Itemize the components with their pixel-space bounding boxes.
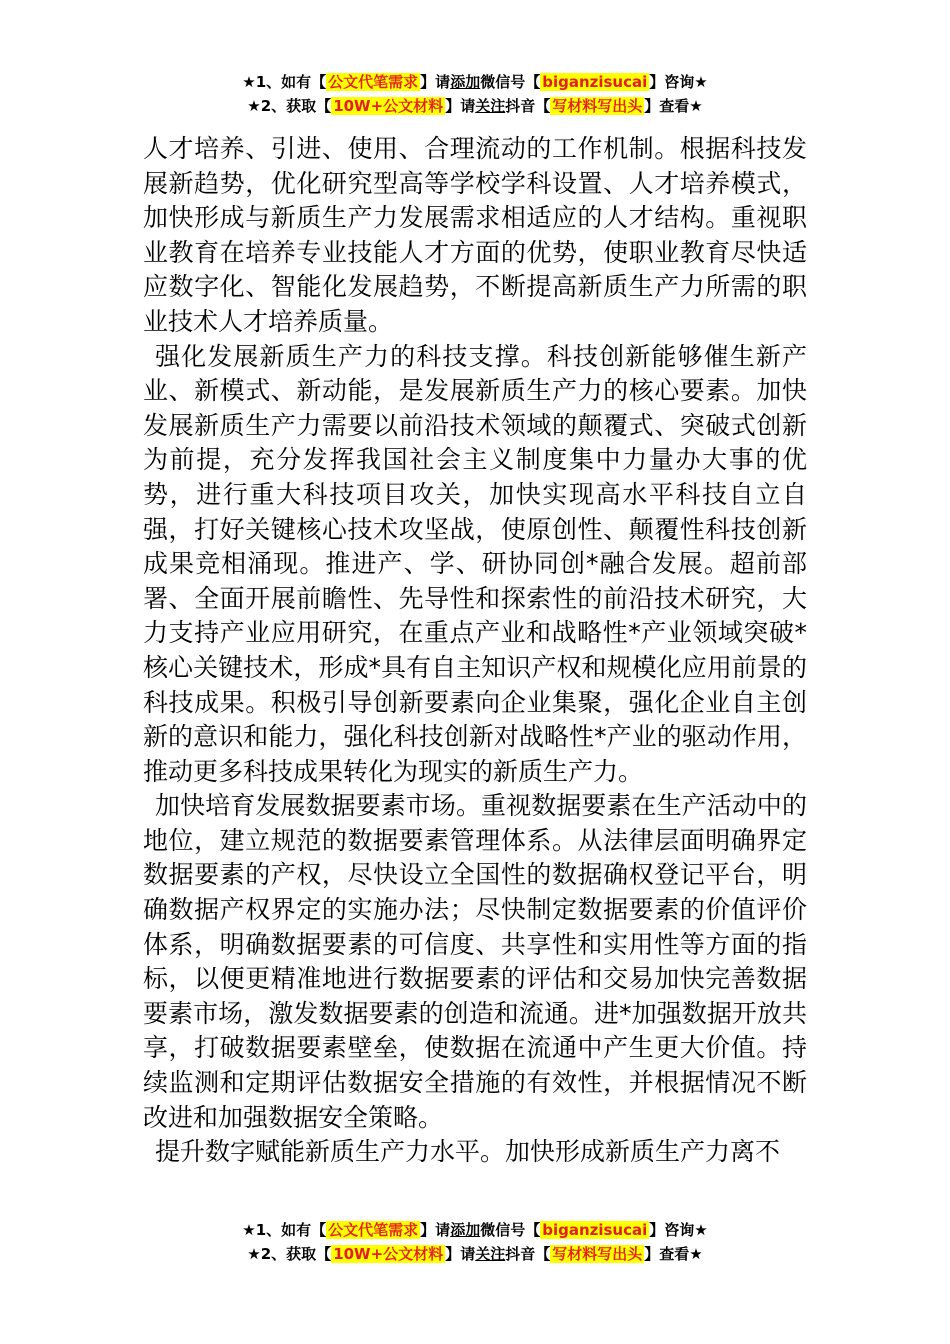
highlight-wechat-id: biganzisucai	[542, 1221, 648, 1239]
paragraph-tech-support: 强化发展新质生产力的科技支撑。科技创新能够催生新产业、新模式、新动能，是发展新质生产力的核心要素。加快发展新质生产力需要以前沿技术领域的颠覆式、突破式创新为前提，充分发挥我国社会主义制度集中力量办大事的优势，进行重大科技项目攻关，加快实现高水平科技自立自强，打好关键核心技术攻坚战，使原创性、颠覆性科技创新成果竞相涌现。推进产、学、研协同创*融合发展。超前部署、全面开展前瞻性、先导性和探索性的前沿技术研究，大力支持产业应用研究，在重点产业和战略性*产业领域突破*核心关键技术，形成*具有自主知识产权和规模化应用前景的科技成果。积极引导创新要素向企业集聚，强化企业自主创新的意识和能力，强化科技创新对战略性*产业的驱动作用，推动更多科技成果转化为现实的新质生产力。	[143, 341, 807, 786]
document-body	[143, 132, 807, 1170]
banner-text: ★1、如有【	[242, 73, 327, 91]
banner-text: 】请	[420, 1221, 451, 1239]
banner-text: 微信号【	[480, 73, 541, 91]
paragraph-talent: 人才培养、引进、使用、合理流动的工作机制。根据科技发展新趋势，优化研究型高等学校学科设置、人才培养模式，加快形成与新质生产力发展需求相适应的人才结构。重视职业教育在培养专业技能人才方面的优势，使职业教育尽快适应数字化、智能化发展趋势，不断提高新质生产力所需的职业技术人才培养质量。	[143, 134, 807, 336]
banner-text: 微信号【	[480, 1221, 541, 1239]
banner-underlined-text: 添加	[450, 1221, 481, 1239]
banner-line-1	[0, 1218, 950, 1242]
banner-underlined-text: 关注	[475, 1245, 506, 1263]
highlight-materials: 10W+公文材料	[333, 1245, 444, 1263]
footer-banner	[0, 1218, 950, 1266]
banner-text: ★2、获取【	[247, 1245, 332, 1263]
banner-line-2	[0, 1242, 950, 1266]
banner-underlined-text: 关注	[475, 97, 506, 115]
highlight-douyin-id: 写材料写出头	[552, 1245, 643, 1263]
highlight-wechat-id: biganzisucai	[542, 73, 648, 91]
banner-text: 】咨询★	[649, 73, 708, 91]
highlight-douyin-id: 写材料写出头	[552, 97, 643, 115]
banner-line-1	[0, 70, 950, 94]
highlight-materials: 10W+公文材料	[333, 97, 444, 115]
banner-text: ★1、如有【	[242, 1221, 327, 1239]
banner-text: ★2、获取【	[247, 97, 332, 115]
banner-text: 抖音【	[505, 97, 551, 115]
banner-text: 】请	[445, 1245, 476, 1263]
banner-text: 】请	[420, 73, 451, 91]
banner-text: 】查看★	[644, 1245, 703, 1263]
banner-text: 】查看★	[644, 97, 703, 115]
banner-underlined-text: 添加	[450, 73, 481, 91]
header-banner	[0, 70, 950, 118]
paragraph-digital-empower: 提升数字赋能新质生产力水平。加快形成新质生产力离不	[155, 1137, 781, 1167]
paragraph-data-market: 加快培育发展数据要素市场。重视数据要素在生产活动中的地位，建立规范的数据要素管理体系。从法律层面明确界定数据要素的产权，尽快设立全国性的数据确权登记平台，明确数据产权界定的实施办法；尽快制定数据要素的价值评价体系，明确数据要素的可信度、共享性和实用性等方面的指标，以便更精准地进行数据要素的评估和交易加快完善数据要素市场，激发数据要素的创造和流通。进*加强数据开放共享，打破数据要素壁垒，使数据在流通中产生更大价值。持续监测和定期评估数据安全措施的有效性，并根据情况不断改进和加强数据安全策略。	[143, 791, 807, 1132]
highlight-service: 公文代笔需求	[328, 73, 419, 91]
banner-text: 抖音【	[505, 1245, 551, 1263]
highlight-service: 公文代笔需求	[328, 1221, 419, 1239]
banner-line-2	[0, 94, 950, 118]
banner-text: 】请	[445, 97, 476, 115]
banner-text: 】咨询★	[649, 1221, 708, 1239]
